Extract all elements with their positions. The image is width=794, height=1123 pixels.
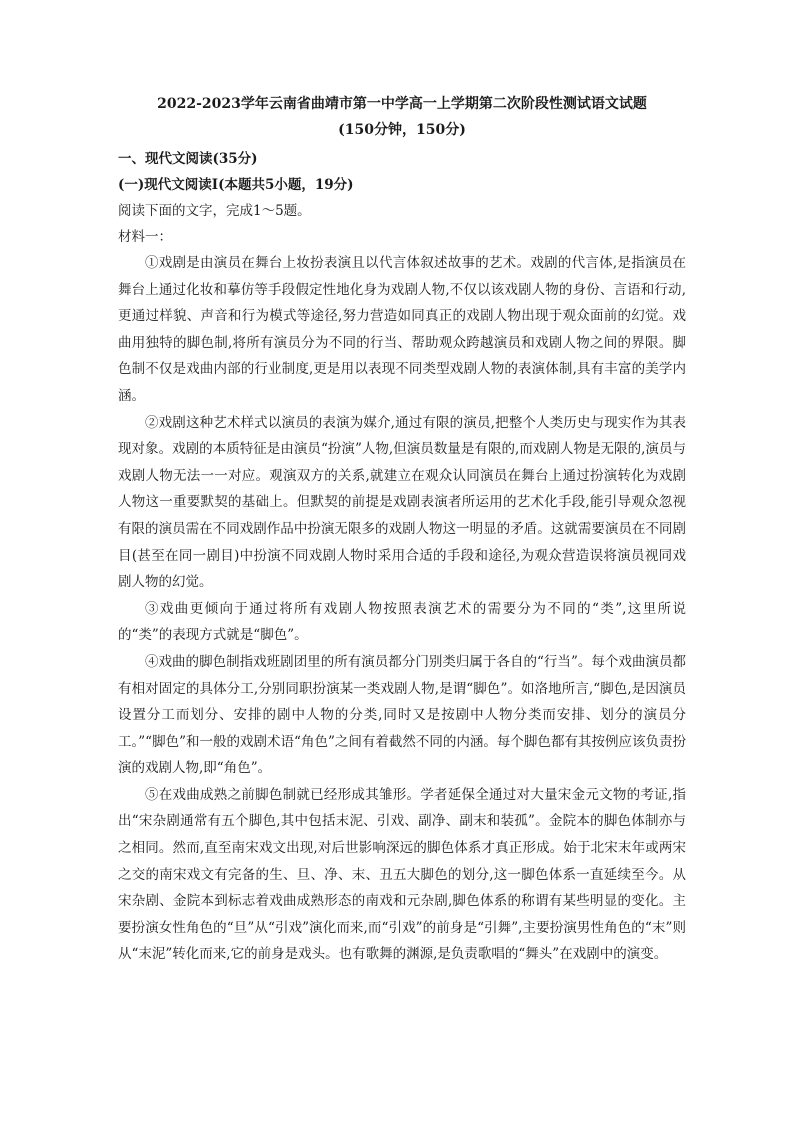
subsection-heading: (一)现代文阅读Ⅰ(本题共5小题，19分) [118, 177, 354, 193]
paragraph-4: ④戏曲的脚色制指戏班剧团里的所有演员都分门别类归属于各自的“行当”。每个戏曲演员都有相对固定的具体分工,分别同职扮演某一类戏剧人物,是谓“脚色”。如洛地所言,“脚色,是因演员设置分工而划分、安排的剧中人物的分类,同时又是按剧中人物分类而安排、划分的演员分工。”“脚色”和一般的戏剧术语“角色”之间有着截然不同的内涵。每个脚色都有其按例应该负责扮演的戏剧人物,即“角色”。 [118, 653, 686, 777]
material-label: 材料一： [118, 229, 172, 245]
exam-duration-score: (150分钟，150分) [338, 122, 466, 138]
section-heading: 一、现代文阅读(35分) [118, 151, 258, 167]
paragraph-3: ③戏曲更倾向于通过将所有戏剧人物按照表演艺术的需要分为不同的“类”,这里所说的“类”的表现方式就是“脚色”。 [118, 600, 686, 644]
paragraph-2: ②戏剧这种艺术样式以演员的表演为媒介,通过有限的演员,把整个人类历史与现实作为其表现对象。戏剧的本质特征是由演员“扮演”人物,但演员数量是有限的,而戏剧人物是无限的,演员与戏剧人物无法一一对应。观演双方的关系,就建立在观众认同演员在舞台上通过扮演转化为戏剧人物这一重要默契的基础上。但默契的前提是戏剧表演者所运用的艺术化手段,能引导观众忽视有限的演员需在不同戏剧作品中扮演无限多的戏剧人物这一明显的矛盾。这就需要演员在不同剧目(甚至在同一剧目)中扮演不同戏剧人物时采用合适的手段和途径,为观众营造误将演员视同戏剧人物的幻觉。 [118, 414, 686, 591]
paragraph-1: ①戏剧是由演员在舞台上妆扮表演且以代言体叙述故事的艺术。戏剧的代言体,是指演员在舞台上通过化妆和摹仿等手段假定性地化身为戏剧人物,不仅以该戏剧人物的身份、言语和行动,更通过样貌、声音和行为模式等途径,努力营造如同真正的戏剧人物出现于观众面前的幻觉。戏曲用独特的脚色制,将所有演员分为不同的行当、帮助观众跨越演员和戏剧人物之间的界限。脚色制不仅是戏曲内部的行业制度,更是用以表现不同类型戏剧人物的表演体制,具有丰富的美学内涵。 [118, 255, 686, 404]
reading-instruction: 阅读下面的文字，完成1～5题。 [118, 203, 311, 219]
paragraph-5: ⑤在戏曲成熟之前脚色制就已经形成其雏形。学者延保全通过对大量宋金元文物的考证,指出“宋杂剧通常有五个脚色,其中包括末泥、引戏、副净、副末和装孤”。金院本的脚色体制亦与之相同。然而,直至南宋戏文出现,对后世影响深远的脚色体系才真正形成。始于北宋末年或两宋之交的南宋戏文有完备的生、旦、净、末、丑五大脚色的划分,这一脚色体系一直延续至今。从宋杂剧、金院本到标志着戏曲成熟形态的南戏和元杂剧,脚色体系的称谓有某些明显的变化。主要扮演女性角色的“旦”从“引戏”演化而来,而“引戏”的前身是“引舞”,主要扮演男性角色的“末”则从“末泥”转化而来,它的前身是戏头。也有歌舞的渊源,是负责歌唱的“舞头”在戏剧中的演变。 [118, 786, 686, 963]
document-page [118, 92, 686, 968]
document-title: 2022-2023学年云南省曲靖市第一中学高一上学期第二次阶段性测试语文试题 [157, 96, 647, 112]
